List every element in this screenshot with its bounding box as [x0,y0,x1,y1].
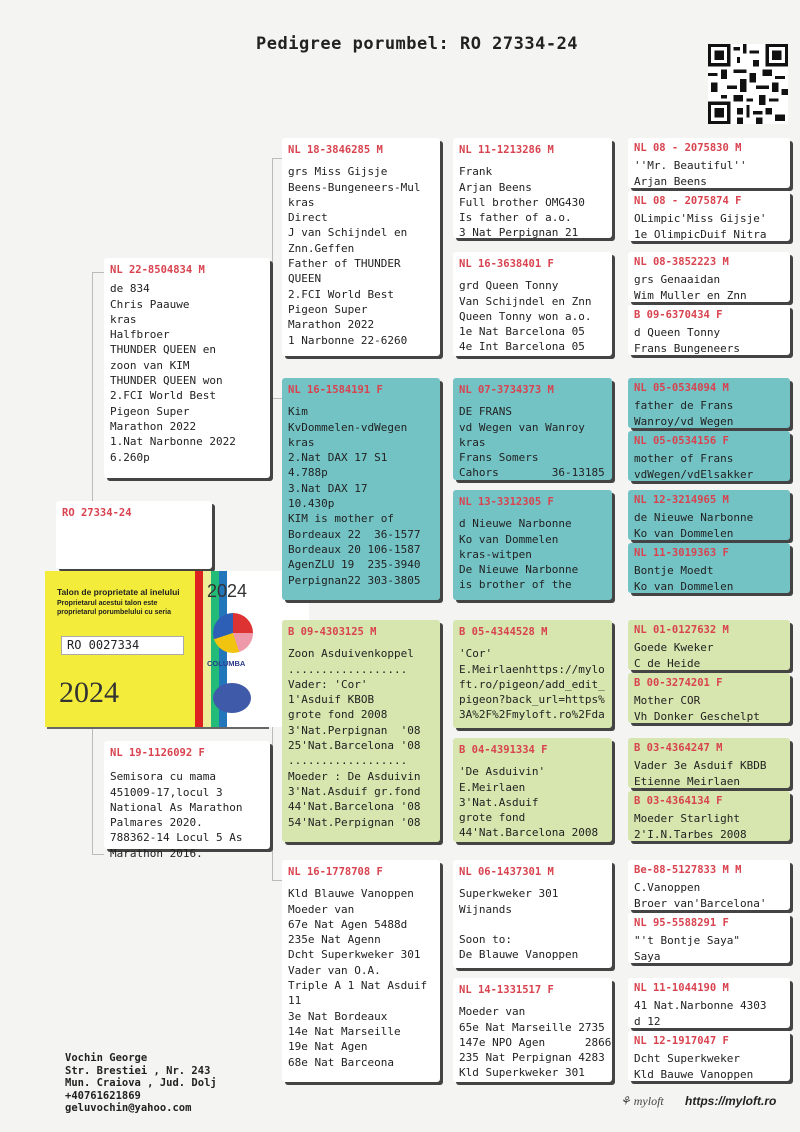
detail-line: grd Queen Tonny [459,279,559,293]
detail-line: d 12 [634,1014,661,1028]
detail-line: 1.Nat Narbonne 2022 [110,435,236,449]
gen4-details [634,811,784,842]
gen4-ring: NL 05-0534156 F [634,435,729,447]
gen4-card[interactable] [628,543,790,593]
gen3-details [459,764,606,840]
gen4-details [634,158,784,189]
detail-line: Frans Bungeneers [634,341,740,355]
detail-line: de Nieuwe Narbonne [634,511,754,525]
detail-line: Saya [634,949,661,963]
gen4-ring: NL 08 - 2075874 F [634,195,742,207]
detail-line: 147e NPO Agen 2866 [459,1035,612,1049]
gen3-card[interactable] [453,252,612,356]
detail-line: Ko van Dommelen [459,532,559,546]
detail-line: Pigeon Super [110,404,190,418]
detail-line: 3'Nat.Asduif [459,795,539,809]
gen4-card[interactable] [628,913,790,963]
detail-line: +40761621869 [65,1089,141,1102]
gen4-card[interactable] [628,378,790,428]
gen3-ring: NL 06-1437301 M [459,866,554,878]
detail-line: Chris Paauwe [110,297,190,311]
detail-line: Vochin George [65,1052,148,1064]
sire-sire-card[interactable] [282,138,440,356]
talon-ring-number: RO 0027334 [61,636,184,655]
gen3-ring: NL 07-3734373 M [459,384,554,396]
detail-line: Bordeaux 22 36-1577 [288,527,421,541]
detail-line: Halfbroer [110,328,170,342]
detail-line: kras [459,435,486,449]
gen4-ring: NL 12-1917047 F [634,1035,729,1047]
dam-card[interactable] [104,741,270,860]
gen3-card[interactable] [453,978,612,1082]
detail-line: Frank [459,165,493,179]
detail-line: pigeon?back_url=https% [459,693,605,707]
gen4-ring: Be-88-5127833 M M [634,864,742,876]
detail-line: Moeder Starlight [634,812,740,826]
gen3-ring: B 04-4391334 F [459,744,548,756]
sire-dam-ring: NL 16-1584191 F [288,384,383,396]
myloft-logo-icon: ⚘ myloft [620,1094,664,1108]
detail-line: .................. [288,754,408,768]
sire-sire-ring: NL 18-3846285 M [288,144,383,156]
detail-line: OLimpic'Miss Gijsje' [634,212,767,226]
detail-line: Marathon 2022 [288,318,375,332]
detail-line: Arjan Beens [459,180,532,194]
detail-line: 3e Nat Bordeaux [288,1009,388,1023]
root-ring: RO 27334-24 [62,507,132,519]
ring-ownership-talon [45,571,267,727]
detail-line: Pigeon Super [288,302,368,316]
gen3-ring: NL 16-3638401 F [459,258,554,270]
gen3-details [459,516,606,592]
detail-line: Goede Kweker [634,641,714,655]
gen3-details [459,164,606,240]
detail-line: Cahors 36-13185 [459,466,605,480]
gen4-card[interactable] [628,978,790,1028]
gen4-ring: B 00-3274201 F [634,677,723,689]
detail-line: vdWegen/vdElsakker [634,467,754,481]
detail-line: Wanroy/vd Wegen [634,414,734,428]
detail-line: Moeder van [288,902,355,916]
detail-line [459,917,606,932]
gen4-ring: B 03-4364134 F [634,795,723,807]
detail-line: KIM is mother of [288,512,394,526]
gen4-ring: NL 11-3019363 F [634,547,729,559]
detail-line: 235e Nat Agenn [288,933,381,947]
detail-line: kras [110,312,137,326]
talon-year-top: 2024 [207,581,248,601]
columba-logo-icon [213,613,253,653]
myloft-url[interactable]: https://myloft.ro [685,1094,777,1108]
dam-details [110,769,264,861]
detail-line: 'Cor' [459,647,493,661]
detail-line: 44'Nat.Barcelona '08 [288,800,421,814]
gen3-details [459,404,606,480]
detail-line: 1e OlimpicDuif Nitra [634,227,767,241]
gen4-details [634,398,784,429]
detail-line: 41 Nat.Narbonne 4303 [634,999,767,1013]
detail-line: KvDommelen-vdWegen [288,420,408,434]
detail-line: kras [288,195,315,209]
owner-info [65,1052,217,1115]
detail-line: 65e Nat Marseille 2735 [459,1020,605,1034]
detail-line: Moeder van [459,1005,526,1019]
detail-line: Arjan Beens [634,174,707,188]
gen3-card[interactable] [453,860,612,968]
detail-line: 451009-17,locul 3 [110,785,223,799]
detail-line: Direct [288,211,328,225]
gen3-ring: NL 14-1331517 F [459,984,554,996]
detail-line: ft.ro/pigeon/add_edit_ [459,677,605,691]
gen3-ring: B 05-4344528 M [459,626,548,638]
gen4-details [634,272,784,303]
gen3-card[interactable] [453,378,612,480]
gen4-details [634,510,784,541]
dam-dam-ring: NL 16-1778708 F [288,866,383,878]
detail-line: grs Miss Gijsje [288,165,388,179]
gen3-ring: NL 13-3312305 F [459,496,554,508]
detail-line: 4e Int Barcelona 05 [459,340,585,354]
gen4-card[interactable] [628,191,790,241]
detail-line: 1 Narbonne 22-6260 [288,333,408,347]
detail-line: .................. [288,662,408,676]
detail-line: 67e Nat Agen 5488d [288,917,408,931]
myloft-branding [620,1094,776,1109]
detail-line: 2'I.N.Tarbes 2008 [634,827,747,841]
gen4-card[interactable] [628,738,790,788]
dam-dam-card[interactable] [282,860,440,1082]
detail-line: 3 Nat Perpignan 21 [459,226,579,240]
detail-line: 44'Nat.Barcelona 2008 [459,826,599,840]
gen4-ring: NL 11-1044190 M [634,982,729,994]
gen4-details [634,563,784,594]
detail-line: 1'Asduif KBOB [288,693,375,707]
detail-line: Marathon 2016. [110,846,203,860]
detail-line: is brother of the [459,578,572,592]
detail-line: 68e Nat Barceona [288,1055,394,1069]
detail-line: Kld Blauwe Vanoppen [288,887,414,901]
gen3-card[interactable] [453,490,612,600]
detail-line: grote fond 2008 [288,708,388,722]
detail-line: geluvochin@yahoo.com [65,1102,192,1114]
federation-logo-icon [213,683,251,713]
detail-line: 3.Nat DAX 17 [288,481,368,495]
gen4-ring: NL 12-3214965 M [634,494,729,506]
detail-line: J van Schijndel en [288,226,408,240]
sire-sire-details [288,164,434,348]
detail-line: 1e Nat Barcelona 05 [459,325,585,339]
gen4-details [634,998,784,1029]
detail-line: 4.788p [288,466,328,480]
detail-line: Beens-Bungeneers-Mul [288,180,421,194]
gen4-card[interactable] [628,673,790,723]
detail-line: 3A%2F%2Fmyloft.ro%2Fda [459,708,605,722]
detail-line: 235 Nat Perpignan 4283 [459,1051,605,1065]
gen4-details [634,1051,784,1082]
gen4-card[interactable] [628,252,790,302]
detail-line: Mun. Craiova , Jud. Dolj [65,1077,217,1089]
gen4-card[interactable] [628,620,790,670]
detail-line: E.Meirlaen [459,780,526,794]
detail-line: AgenZLU 19 235-3940 [288,558,421,572]
detail-line: kras [288,435,315,449]
detail-line: grs Genaaidan [634,273,721,287]
root-pigeon-card[interactable] [56,501,212,569]
gen3-card[interactable] [453,738,612,842]
detail-line: grote fond [459,811,526,825]
gen3-card[interactable] [453,138,612,238]
detail-line: THUNDER QUEEN en [110,343,216,357]
detail-line: Marathon 2022 [110,419,197,433]
detail-line: Triple A 1 Nat Asduif [288,979,428,993]
detail-line: Bordeaux 20 106-1587 [288,542,421,556]
talon-brand: COLUMBA [207,659,246,668]
sire-dam-card[interactable] [282,378,440,600]
detail-line: Vader 3e Asduif KBDB [634,759,767,773]
gen4-ring: NL 01-0127632 M [634,624,729,636]
detail-line: National As Marathon [110,800,243,814]
detail-line: 2.FCI World Best [288,287,394,301]
detail-line: zoon van KIM [110,358,190,372]
gen4-card[interactable] [628,138,790,188]
sire-ring: NL 22-8504834 M [110,264,205,276]
detail-line: ''Mr. Beautiful'' [634,159,747,173]
detail-line: Ko van Dommelen [634,579,734,593]
detail-line: Soon to: [459,933,512,947]
detail-line: Frans Somers [459,451,539,465]
gen4-card[interactable] [628,490,790,540]
detail-line: 788362-14 Locul 5 As [110,831,243,845]
detail-line: C.Vanoppen [634,881,701,895]
gen4-ring: NL 95-5588291 F [634,917,729,929]
gen4-card[interactable] [628,431,790,481]
talon-title: Talon de proprietate al inelului [57,587,180,597]
gen4-card[interactable] [628,305,790,355]
gen4-ring: NL 08-3852223 M [634,256,729,268]
sire-card[interactable] [104,258,270,478]
gen4-details [634,325,784,356]
detail-line: Dcht Superkweker 301 [288,948,421,962]
dam-sire-ring: B 09-4303125 M [288,626,377,638]
detail-line: 14e Nat Marseille [288,1024,401,1038]
gen4-details [634,640,784,671]
dam-ring: NL 19-1126092 F [110,747,205,759]
dam-dam-details [288,886,434,1070]
gen4-ring: NL 05-0534094 M [634,382,729,394]
detail-line: Ko van Dommelen [634,526,734,540]
detail-line: 19e Nat Agen [288,1040,368,1054]
detail-line: THUNDER QUEEN won [110,374,223,388]
gen4-details [634,693,784,724]
detail-line: father de Frans [634,399,734,413]
detail-line: Father of THUNDER [288,257,401,271]
detail-line: Wijnands [459,902,512,916]
gen4-details [634,451,784,482]
talon-year-big: 2024 [59,676,119,709]
detail-line: Kld Bauwe Vanoppen [634,1067,754,1081]
gen4-card[interactable] [628,1031,790,1081]
gen4-details [634,758,784,789]
detail-line: Full brother OMG430 [459,195,585,209]
detail-line: 25'Nat.Barcelona '08 [288,739,421,753]
detail-line: Semisora cu mama [110,770,216,784]
detail-line: de 834 [110,282,150,296]
detail-line: mother of Frans [634,452,734,466]
talon-subtitle: Proprietarul acestui talon este proprietarul porumbelului cu seria [57,600,171,616]
detail-line: Wim Muller en Znn [634,288,747,302]
detail-line: Dcht Superkweker [634,1052,740,1066]
gen3-details [459,278,606,354]
detail-line: Vh Donker Geschelpt [634,709,760,723]
detail-line: Zoon Asduivenkoppel [288,647,414,661]
gen4-ring: NL 08 - 2075830 M [634,142,742,154]
detail-line: Queen Tonny won a.o. [459,309,592,323]
gen4-ring: B 03-4364247 M [634,742,723,754]
detail-line: 54'Nat.Perpignan '08 [288,815,421,829]
detail-line: Str. Brestiei , Nr. 243 [65,1064,211,1077]
gen4-details [634,211,784,242]
detail-line: Vader: 'Cor' [288,677,368,691]
detail-line: QUEEN [288,272,322,286]
detail-line: "'t Bontje Saya" [634,934,740,948]
gen4-details [634,880,784,911]
detail-line: Broer van'Barcelona' [634,896,767,910]
dam-sire-card[interactable] [282,620,440,842]
gen3-details [459,1004,612,1080]
detail-line: 3'Nat.Perpignan '08 [288,723,421,737]
detail-line: d Queen Tonny [634,326,721,340]
gen4-details [634,933,784,964]
gen3-details [459,646,606,722]
detail-line: E.Meirlaenhttps://mylo [459,662,605,676]
gen4-card[interactable] [628,860,790,910]
detail-line: 2.Nat DAX 17 S1 [288,451,388,465]
detail-line: Kld Superkweker 301 [459,1066,585,1080]
detail-line: 2.FCI World Best [110,389,216,403]
detail-line: d Nieuwe Narbonne [459,517,572,531]
detail-line: 6.260p [110,450,150,464]
gen4-card[interactable] [628,791,790,841]
detail-line: Etienne Meirlaen [634,774,740,788]
gen3-details [459,886,606,962]
dam-sire-details [288,646,434,830]
detail-line: vd Wegen van Wanroy [459,420,585,434]
detail-line: Superkweker 301 [459,887,559,901]
detail-line: 'De Asduivin' [459,765,546,779]
detail-line: Perpignan22 303-3805 [288,573,421,587]
detail-line: Znn.Geffen [288,241,355,255]
detail-line: Moeder : De Asduivin [288,769,421,783]
sire-dam-details [288,404,434,588]
detail-line: Kim [288,405,308,419]
detail-line: Mother COR [634,694,701,708]
detail-line: Bontje Moedt [634,564,714,578]
sire-details [110,281,264,465]
gen3-card[interactable] [453,620,612,728]
detail-line: 3'Nat.Asduif gr.fond [288,784,421,798]
detail-line: Is father of a.o. [459,211,572,225]
detail-line: Palmares 2020. [110,816,203,830]
detail-line: De Nieuwe Narbonne [459,563,579,577]
qr-code [708,44,788,124]
detail-line: Vader van O.A. [288,963,381,977]
detail-line: Van Schijndel en Znn [459,294,592,308]
detail-line: DE FRANS [459,405,512,419]
gen4-ring: B 09-6370434 F [634,309,723,321]
detail-line: 11 [288,994,302,1008]
gen3-ring: NL 11-1213286 M [459,144,554,156]
detail-line: De Blauwe Vanoppen [459,948,579,962]
detail-line: C de Heide [634,656,701,670]
detail-line: 10.430p [288,497,335,511]
page-title: Pedigree porumbel: RO 27334-24 [256,34,579,54]
detail-line: kras-witpen [459,547,532,561]
